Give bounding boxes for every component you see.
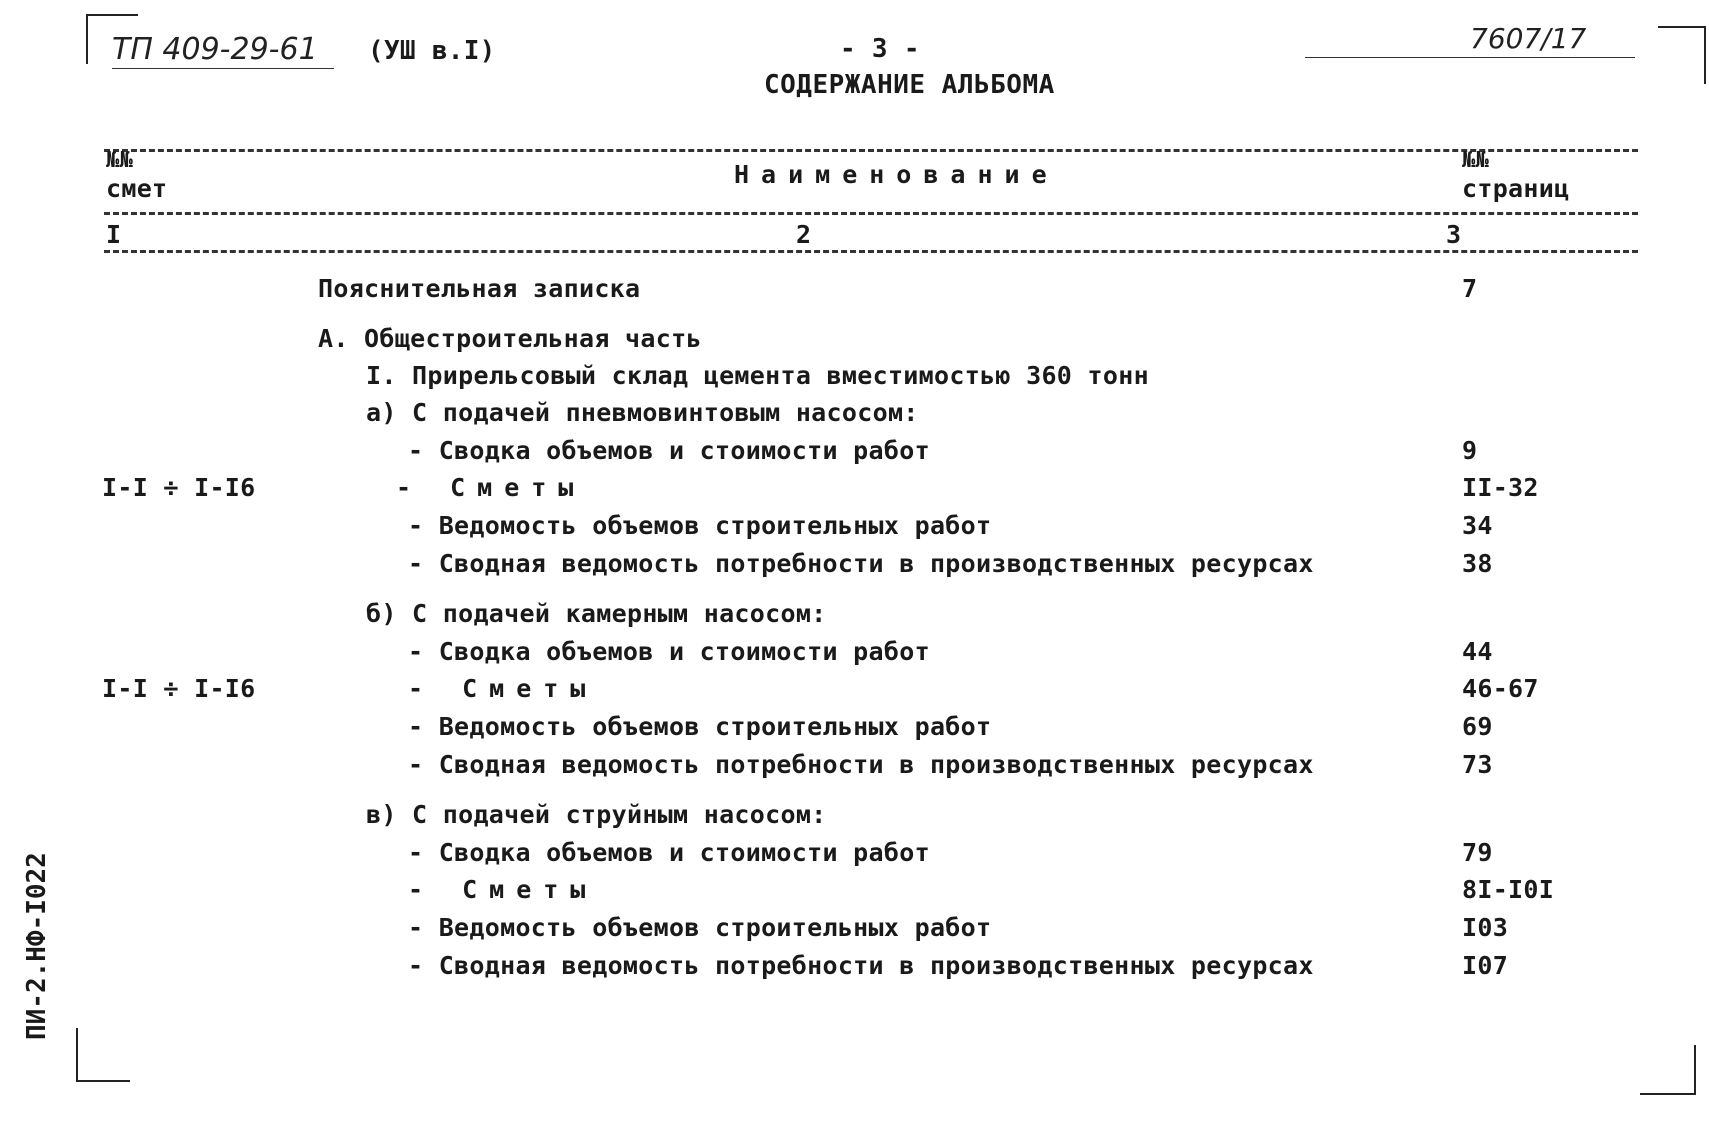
row-name: - Сводка объемов и стоимости работ <box>408 637 930 666</box>
sheet-code: 7607/17 <box>1470 22 1587 55</box>
page-number: - 3 - <box>840 34 920 64</box>
row-page: II-32 <box>1462 473 1539 502</box>
row-name: - Ведомость объемов строительных работ <box>408 511 992 540</box>
row-page: 69 <box>1462 712 1493 741</box>
row-page: 38 <box>1462 549 1493 578</box>
row-page: I03 <box>1462 913 1509 942</box>
sheet-code-underline <box>1305 57 1635 58</box>
row-page: 34 <box>1462 511 1493 540</box>
row-name: - Сводная ведомость потребности в производственных ресурсах <box>408 750 1314 779</box>
row-page: 44 <box>1462 637 1493 666</box>
corner-mark-bottom-right <box>1640 1045 1696 1095</box>
corner-mark-top-right <box>1658 26 1706 84</box>
doc-code: ТП 409-29-61 <box>112 32 318 67</box>
row-name: - Ведомость объемов строительных работ <box>408 712 992 741</box>
row-page: 8I-I0I <box>1462 875 1555 904</box>
row-name: - Сметы <box>408 875 598 904</box>
row-name: Пояснительная записка <box>318 274 641 303</box>
row-page: 46-67 <box>1462 674 1539 703</box>
row-name: - Сметы <box>408 674 598 703</box>
row-name: - Сводка объемов и стоимости работ <box>408 436 930 465</box>
row-name: - Сводка объемов и стоимости работ <box>408 838 930 867</box>
header-rule-bottom <box>104 250 1638 253</box>
header-rule-middle <box>104 212 1638 215</box>
volume-label: (УШ в.I) <box>368 36 496 66</box>
row-page: 9 <box>1462 436 1478 465</box>
subsection-heading: I. Прирельсовый склад цемента вместимостью 360 тонн <box>366 361 1149 390</box>
row-name: - Сводная ведомость потребности в производственных ресурсах <box>408 951 1314 980</box>
variant-heading: б) С подачей камерным насосом: <box>366 599 827 628</box>
page-title: СОДЕРЖАНИЕ АЛЬБОМА <box>764 70 1055 100</box>
col-pages-label-1: №№ <box>1462 148 1490 173</box>
col-number-1: I <box>106 220 122 249</box>
variant-heading: а) С подачей пневмовинтовым насосом: <box>366 398 919 427</box>
col-number-2: 2 <box>796 220 812 249</box>
col-name-label: Наименование <box>734 160 1059 189</box>
row-name: - Ведомость объемов строительных работ <box>408 913 992 942</box>
section-heading: А. Общестроительная часть <box>318 324 702 353</box>
doc-code-underline <box>112 68 334 69</box>
row-page: 79 <box>1462 838 1493 867</box>
row-name: - Сводная ведомость потребности в производственных ресурсах <box>408 549 1314 578</box>
row-page: I07 <box>1462 951 1509 980</box>
header-rule-top <box>104 149 1638 152</box>
row-page: 73 <box>1462 750 1493 779</box>
row-name: - Сметы <box>396 473 586 502</box>
corner-mark-bottom-left <box>76 1028 130 1082</box>
variant-heading: в) С подачей струйным насосом: <box>366 800 827 829</box>
row-smet-range: I-I ÷ I-I6 <box>102 473 256 502</box>
col-smet-label-1: №№ <box>106 148 134 173</box>
row-page: 7 <box>1462 274 1478 303</box>
col-smet-label-2: смет <box>106 174 168 203</box>
col-pages-label-2: страниц <box>1462 174 1570 203</box>
col-number-3: 3 <box>1446 220 1462 249</box>
row-smet-range: I-I ÷ I-I6 <box>102 674 256 703</box>
side-stamp: ПИ-2.НФ-I022 <box>22 852 52 1040</box>
